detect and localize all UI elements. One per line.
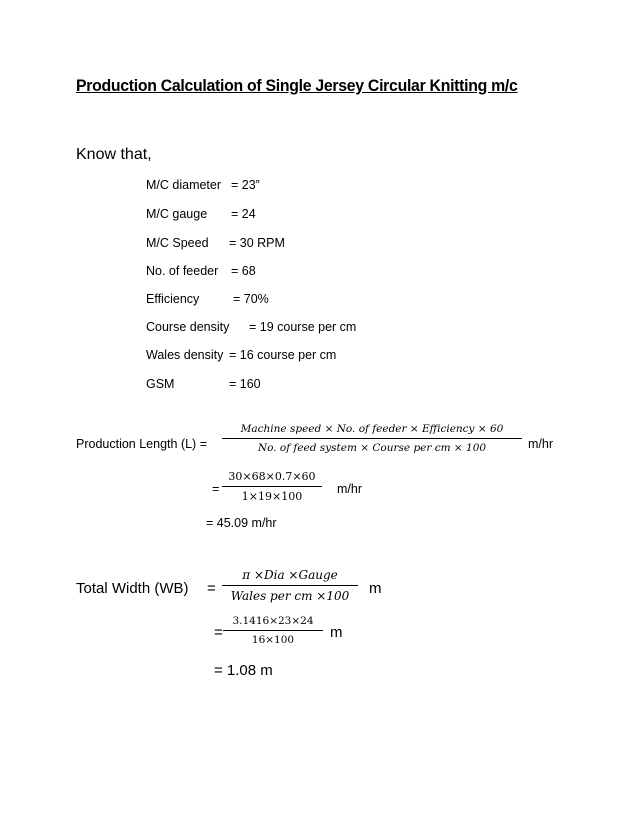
spec-value: = 24 <box>231 207 256 221</box>
spec-label: M/C Speed <box>146 236 209 250</box>
width-formula-denominator: Wales per cm ×100 <box>230 589 350 603</box>
intro-text: Know that, <box>76 146 152 163</box>
spec-label: Course density <box>146 320 230 334</box>
spec-label: Wales density <box>146 348 224 362</box>
production-values-numerator: 30×68×0.7×60 <box>228 470 316 483</box>
production-formula-denominator: No. of feed system × Course per cm × 100 <box>257 442 487 454</box>
production-values <box>222 470 322 503</box>
spec-value: = 160 <box>229 377 261 391</box>
fraction-bar <box>222 438 522 439</box>
width-formula <box>222 568 358 603</box>
spec-label: M/C diameter <box>146 178 222 192</box>
equals-sign: = <box>207 580 216 597</box>
production-formula-numerator: Machine speed × No. of feeder × Efficiency × 60 <box>240 423 504 435</box>
width-values-numerator: 3.1416×23×24 <box>232 615 314 627</box>
production-values-unit: m/hr <box>337 482 362 496</box>
page-title: Production Calculation of Single Jersey Circular Knitting m/c <box>76 76 518 95</box>
production-label: Production Length (L) = <box>76 437 207 451</box>
production-values-denominator: 1×19×100 <box>241 490 303 503</box>
equals-sign: = <box>214 624 223 641</box>
width-formula-numerator: π ×Dia ×Gauge <box>242 568 338 582</box>
spec-value: = 23” <box>231 178 260 192</box>
spec-label: Efficiency <box>146 292 200 306</box>
spec-value: = 68 <box>231 264 256 278</box>
production-formula <box>222 423 522 454</box>
width-values <box>223 615 323 646</box>
fraction-bar <box>222 486 322 487</box>
spec-label: M/C gauge <box>146 207 208 221</box>
spec-label: GSM <box>146 377 175 391</box>
spec-value: = 19 course per cm <box>249 320 357 334</box>
production-result: = 45.09 m/hr <box>206 516 277 530</box>
spec-value: = 30 RPM <box>229 236 285 250</box>
equals-sign: = <box>212 482 220 496</box>
width-values-denominator: 16×100 <box>251 634 295 646</box>
spec-value: = 70% <box>233 292 269 306</box>
width-result: = 1.08 m <box>214 662 273 679</box>
production-unit: m/hr <box>528 437 553 451</box>
width-values-unit: m <box>330 624 343 641</box>
spec-value: = 16 course per cm <box>229 348 337 362</box>
spec-label: No. of feeder <box>146 264 219 278</box>
fraction-bar <box>222 585 358 586</box>
fraction-bar <box>223 630 323 631</box>
width-unit: m <box>369 580 382 597</box>
width-label: Total Width (WB) <box>76 580 189 597</box>
